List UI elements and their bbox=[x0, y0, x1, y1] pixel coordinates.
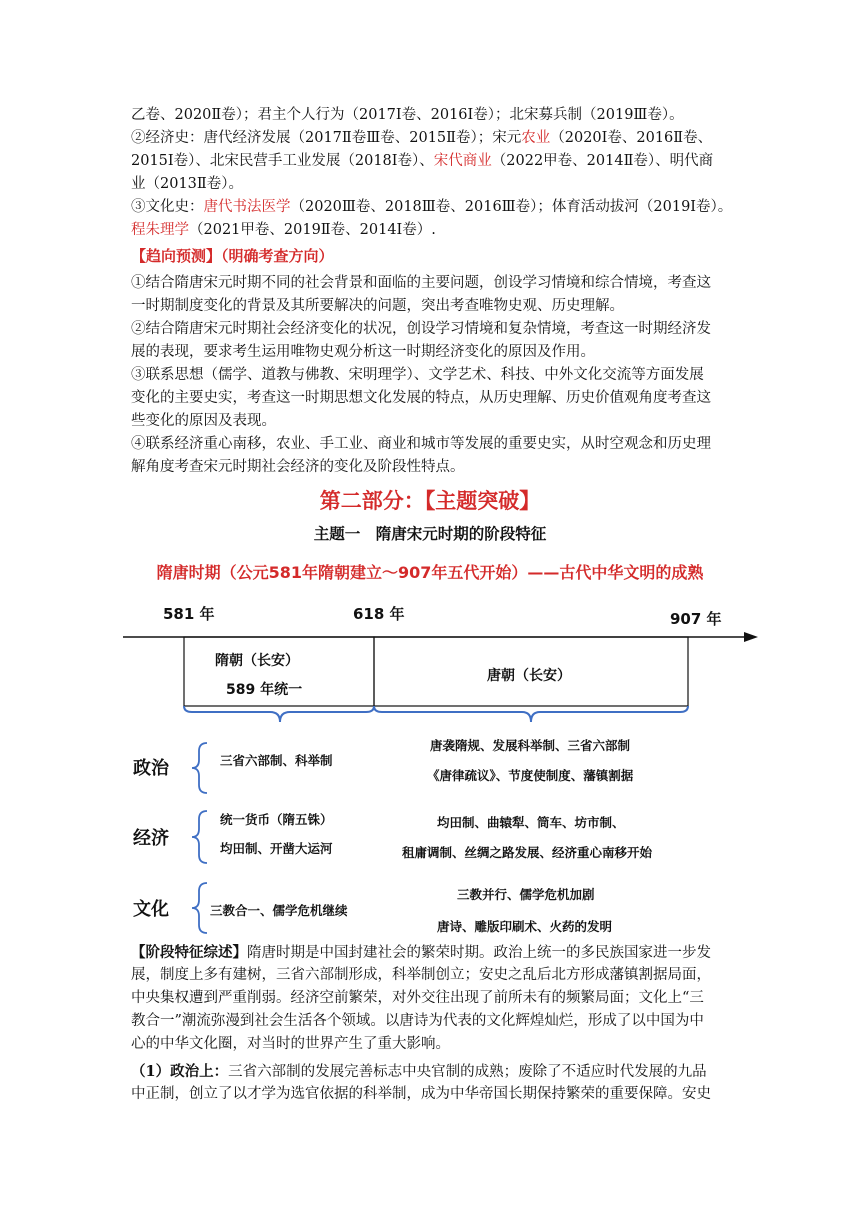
politics-label: （1）政治上： bbox=[131, 1063, 229, 1080]
summary-line bbox=[131, 941, 731, 965]
timeline-diagram bbox=[0, 600, 860, 940]
trend-line: ④联系经济重心南移，农业、手工业、商业和城市等发展的重要史实，从时空观念和历史理 bbox=[131, 436, 711, 452]
part2-title: 第二部分：【主题突破】 bbox=[319, 489, 541, 513]
politics-line bbox=[131, 1060, 731, 1084]
text: 2015Ⅰ卷）、北宋民营手工业发展（2018Ⅰ卷）、 bbox=[131, 153, 434, 169]
trend-line: ③联系思想（儒学、道教与佛教、宋明理学）、文学艺术、科技、中外文化交流等方面发展 bbox=[131, 367, 704, 383]
summary-line: 心的中华文化圈，对当时的世界产生了重大影响。 bbox=[131, 1036, 450, 1052]
sui-name: 隋朝（长安） bbox=[215, 653, 299, 669]
economy-sui-1: 统一货币（隋五铢） bbox=[220, 812, 333, 827]
economy-sui-2: 均田制、开凿大运河 bbox=[220, 841, 333, 856]
exam-line-6 bbox=[131, 219, 731, 242]
trend-line: 展的表现，要求考生运用唯物史观分析这一时期经济变化的原因及作用。 bbox=[131, 344, 595, 360]
exam-line-5 bbox=[131, 196, 731, 219]
politics-brace bbox=[192, 743, 207, 793]
politics-tang-1: 唐袭隋规、发展科举制、三省六部制 bbox=[430, 738, 631, 753]
exam-line-1: 乙卷、2020Ⅱ卷）；君主个人行为（2017Ⅰ卷、2016Ⅰ卷）；北宋募兵制（2019Ⅲ卷）。 bbox=[131, 107, 684, 123]
highlight-tang-calligraphy: 唐代书法医学 bbox=[203, 199, 291, 215]
trend-line: 些变化的原因及表现。 bbox=[131, 413, 276, 429]
summary-line: 展，制度上多有建树，三省六部制形成，科举制创立；安史之乱后北方形成藩镇割据局面， bbox=[131, 967, 711, 983]
text: （2020Ⅲ卷、2018Ⅲ卷、2016Ⅲ卷）；体育活动拔河（2019Ⅰ卷）。 bbox=[290, 199, 733, 215]
politics-line: 中正制，创立了以才学为选官依据的科举制，成为中华帝国长期保持繁荣的重要保障。安史 bbox=[131, 1086, 711, 1102]
text: （2022甲卷、2014Ⅱ卷）、明代商 bbox=[491, 153, 714, 169]
trend-line: ①结合隋唐宋元时期不同的社会背景和面临的主要问题，创设学习情境和综合情境，考查这 bbox=[131, 275, 711, 291]
trend-line: 变化的主要史实，考查这一时期思想文化发展的特点，从历史理解、历史价值观角度考查这 bbox=[131, 390, 711, 406]
politics-tang-2: 《唐律疏议》、节度使制度、藩镇割据 bbox=[427, 768, 634, 783]
trend-heading: 【趋向预测】（明确考查方向） bbox=[131, 247, 334, 265]
text: 隋唐时期是中国封建社会的繁荣时期。政治上统一的多民族国家进一步发 bbox=[247, 945, 711, 961]
period-heading: 隋唐时期（公元581年隋朝建立～907年五代开始）——古代中华文明的成熟 bbox=[156, 563, 704, 582]
highlight-song-commerce: 宋代商业 bbox=[433, 153, 492, 169]
economy-tang-2: 租庸调制、丝绸之路发展、经济重心南移开始 bbox=[402, 845, 653, 860]
politics-sui: 三省六部制、科举制 bbox=[220, 753, 333, 768]
text: 三省六部制的发展完善标志中央官制的成熟；废除了不适应时代发展的九品 bbox=[228, 1064, 707, 1080]
highlight-neo-confucianism: 程朱理学 bbox=[131, 222, 189, 238]
category-economy: 经济 bbox=[133, 828, 169, 849]
trend-line: 解角度考查宋元时期社会经济的变化及阶段性特点。 bbox=[131, 459, 465, 475]
highlight-agriculture: 农业 bbox=[521, 130, 551, 146]
summary-line: 教合一”潮流弥漫到社会生活各个领域。以唐诗为代表的文化辉煌灿烂，形成了以中国为中 bbox=[131, 1013, 704, 1029]
sui-brace bbox=[184, 706, 374, 722]
text: ②经济史：唐代经济发展（2017Ⅱ卷Ⅲ卷、2015Ⅱ卷）；宋元 bbox=[131, 130, 522, 146]
category-politics: 政治 bbox=[133, 758, 169, 779]
exam-line-4: 业（2013Ⅱ卷）。 bbox=[131, 176, 244, 192]
tang-brace bbox=[374, 706, 688, 722]
category-culture: 文化 bbox=[133, 899, 169, 920]
sui-unify-note: 589 年统一 bbox=[226, 682, 303, 698]
tang-name: 唐朝（长安） bbox=[487, 668, 571, 684]
economy-tang-1: 均田制、曲辕犁、筒车、坊市制、 bbox=[437, 815, 625, 830]
text: （2020Ⅰ卷、2016Ⅱ卷、 bbox=[550, 130, 713, 146]
arrow-head-icon bbox=[744, 632, 758, 642]
topic-subtitle: 主题一 隋唐宋元时期的阶段特征 bbox=[313, 525, 547, 543]
year-618: 618 年 bbox=[353, 605, 405, 623]
culture-tang-1: 三教并行、儒学危机加剧 bbox=[457, 887, 595, 902]
summary-line: 中央集权遭到严重削弱。经济空前繁荣，对外交往出现了前所未有的频繁局面；文化上“三 bbox=[131, 990, 704, 1006]
year-907: 907 年 bbox=[670, 610, 722, 628]
trend-line: 一时期制度变化的背景及其所要解决的问题，突出考查唯物史观、历史理解。 bbox=[131, 298, 624, 314]
summary-label: 【阶段特征综述】 bbox=[131, 944, 247, 961]
exam-line-2 bbox=[131, 127, 731, 150]
economy-brace bbox=[192, 811, 207, 863]
culture-brace bbox=[192, 883, 207, 933]
trend-line: ②结合隋唐宋元时期社会经济变化的状况，创设学习情境和复杂情境，考查这一时期经济发 bbox=[131, 321, 711, 337]
text: ③文化史： bbox=[131, 199, 204, 215]
exam-line-3 bbox=[131, 150, 731, 173]
year-581: 581 年 bbox=[163, 605, 215, 623]
text: （2021甲卷、2019Ⅱ卷、2014Ⅰ卷）. bbox=[189, 222, 436, 238]
culture-sui: 三教合一、儒学危机继续 bbox=[210, 903, 348, 918]
culture-tang-2: 唐诗、雕版印刷术、火药的发明 bbox=[437, 919, 613, 934]
